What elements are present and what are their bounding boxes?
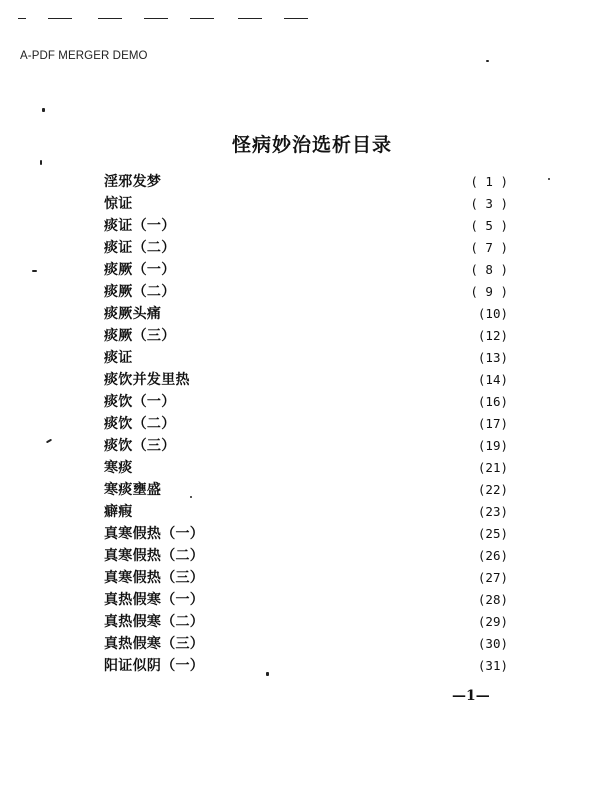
toc-entry-page: (22) [477,481,508,497]
toc-entry-title: 真热假寒（三） [104,636,205,652]
toc-entry-page: (14) [477,371,508,387]
toc-dot-leader [178,416,465,430]
toc-entry [104,214,508,236]
toc-entry-page: ( 9 ) [470,283,508,299]
toc-dot-leader [206,570,464,584]
toc-dot-leader [206,614,464,628]
toc-entry-title: 真寒假热（一） [104,526,205,542]
scan-speck [42,108,45,112]
toc-entry-page: ( 7 ) [470,239,508,255]
toc-entry-title: 痰饮（一） [104,394,176,410]
scan-speck [32,270,37,272]
page-title: 怪病妙治选析目录 [231,134,392,156]
toc-entry [104,280,508,302]
toc-entry-title: 痰饮（二） [104,416,176,432]
toc-entry-page: (16) [477,393,508,409]
scan-speck [486,60,489,62]
toc-entry-page: (25) [477,525,508,541]
toc-dot-leader [135,196,464,210]
toc-entry-title: 真热假寒（二） [104,614,205,630]
table-of-contents [104,170,508,676]
toc-dot-leader [206,526,464,540]
toc-entry-page: (28) [477,591,508,607]
toc-dot-leader [178,218,465,232]
toc-dot-leader [178,262,465,276]
toc-entry-title: 痰厥（三） [104,328,176,344]
page-number: —1— [452,688,490,704]
toc-entry [104,588,508,610]
toc-entry [104,566,508,588]
toc-entry-page: (17) [477,415,508,431]
toc-entry [104,236,508,258]
toc-entry-page: (31) [477,657,508,673]
toc-dot-leader [192,372,464,386]
toc-entry [104,368,508,390]
toc-entry-title: 痰厥（二） [104,284,176,300]
scan-speck [40,160,42,165]
toc-dot-leader [178,284,465,298]
toc-dot-leader [206,592,464,606]
toc-entry-title: 真热假寒（一） [104,592,205,608]
toc-dot-leader [178,438,465,452]
toc-entry-page: ( 1 ) [470,173,508,189]
toc-dot-leader [163,306,464,320]
toc-entry-title: 痰证 [104,350,133,366]
toc-entry-title: 痰证（二） [104,240,176,256]
toc-entry [104,192,508,214]
toc-dot-leader [206,548,464,562]
toc-entry-title: 痰饮（三） [104,438,176,454]
toc-dot-leader [206,636,464,650]
toc-entry-title: 寒痰壅盛 [104,482,162,498]
toc-entry-page: (10) [477,305,508,321]
toc-entry [104,544,508,566]
toc-entry [104,390,508,412]
toc-entry-page: (26) [477,547,508,563]
toc-entry-page: (23) [477,503,508,519]
toc-entry [104,632,508,654]
toc-entry [104,610,508,632]
toc-dot-leader [206,658,464,672]
toc-entry [104,346,508,368]
toc-entry [104,434,508,456]
toc-entry-title: 真寒假热（二） [104,548,205,564]
toc-entry-title: 癖瘕 [104,504,133,520]
toc-entry-page: (19) [477,437,508,453]
toc-entry [104,302,508,324]
toc-entry [104,522,508,544]
toc-entry-page: ( 8 ) [470,261,508,277]
toc-entry-page: (21) [477,459,508,475]
toc-entry-page: (13) [477,349,508,365]
toc-dot-leader [178,394,465,408]
scan-speck [46,439,52,444]
toc-entry-title: 痰厥头痛 [104,306,162,322]
toc-entry [104,500,508,522]
toc-entry [104,412,508,434]
toc-dot-leader [178,240,465,254]
toc-entry [104,654,508,676]
scan-speck [548,178,550,180]
toc-entry-title: 惊证 [104,196,133,212]
toc-entry-title: 寒痰 [104,460,133,476]
toc-entry [104,258,508,280]
toc-entry-page: (12) [477,327,508,343]
toc-entry-page: (30) [477,635,508,651]
toc-entry-title: 淫邪发梦 [104,174,162,190]
toc-entry-page: (27) [477,569,508,585]
toc-dot-leader [135,504,464,518]
toc-entry [104,478,508,500]
toc-entry [104,456,508,478]
toc-entry-page: (29) [477,613,508,629]
toc-dot-leader [163,482,464,496]
watermark-text: A-PDF MERGER DEMO [20,50,148,62]
toc-dot-leader [135,460,464,474]
toc-entry [104,324,508,346]
toc-entry-page: ( 3 ) [470,195,508,211]
toc-dot-leader [135,350,464,364]
toc-entry-title: 真寒假热（三） [104,570,205,586]
toc-entry-page: ( 5 ) [470,217,508,233]
toc-entry-title: 痰厥（一） [104,262,176,278]
toc-entry-title: 阳证似阴（一） [104,658,205,674]
toc-dot-leader [163,174,464,188]
toc-dot-leader [178,328,465,342]
toc-entry-title: 痰证（一） [104,218,176,234]
toc-entry-title: 痰饮并发里热 [104,372,190,388]
toc-entry [104,170,508,192]
